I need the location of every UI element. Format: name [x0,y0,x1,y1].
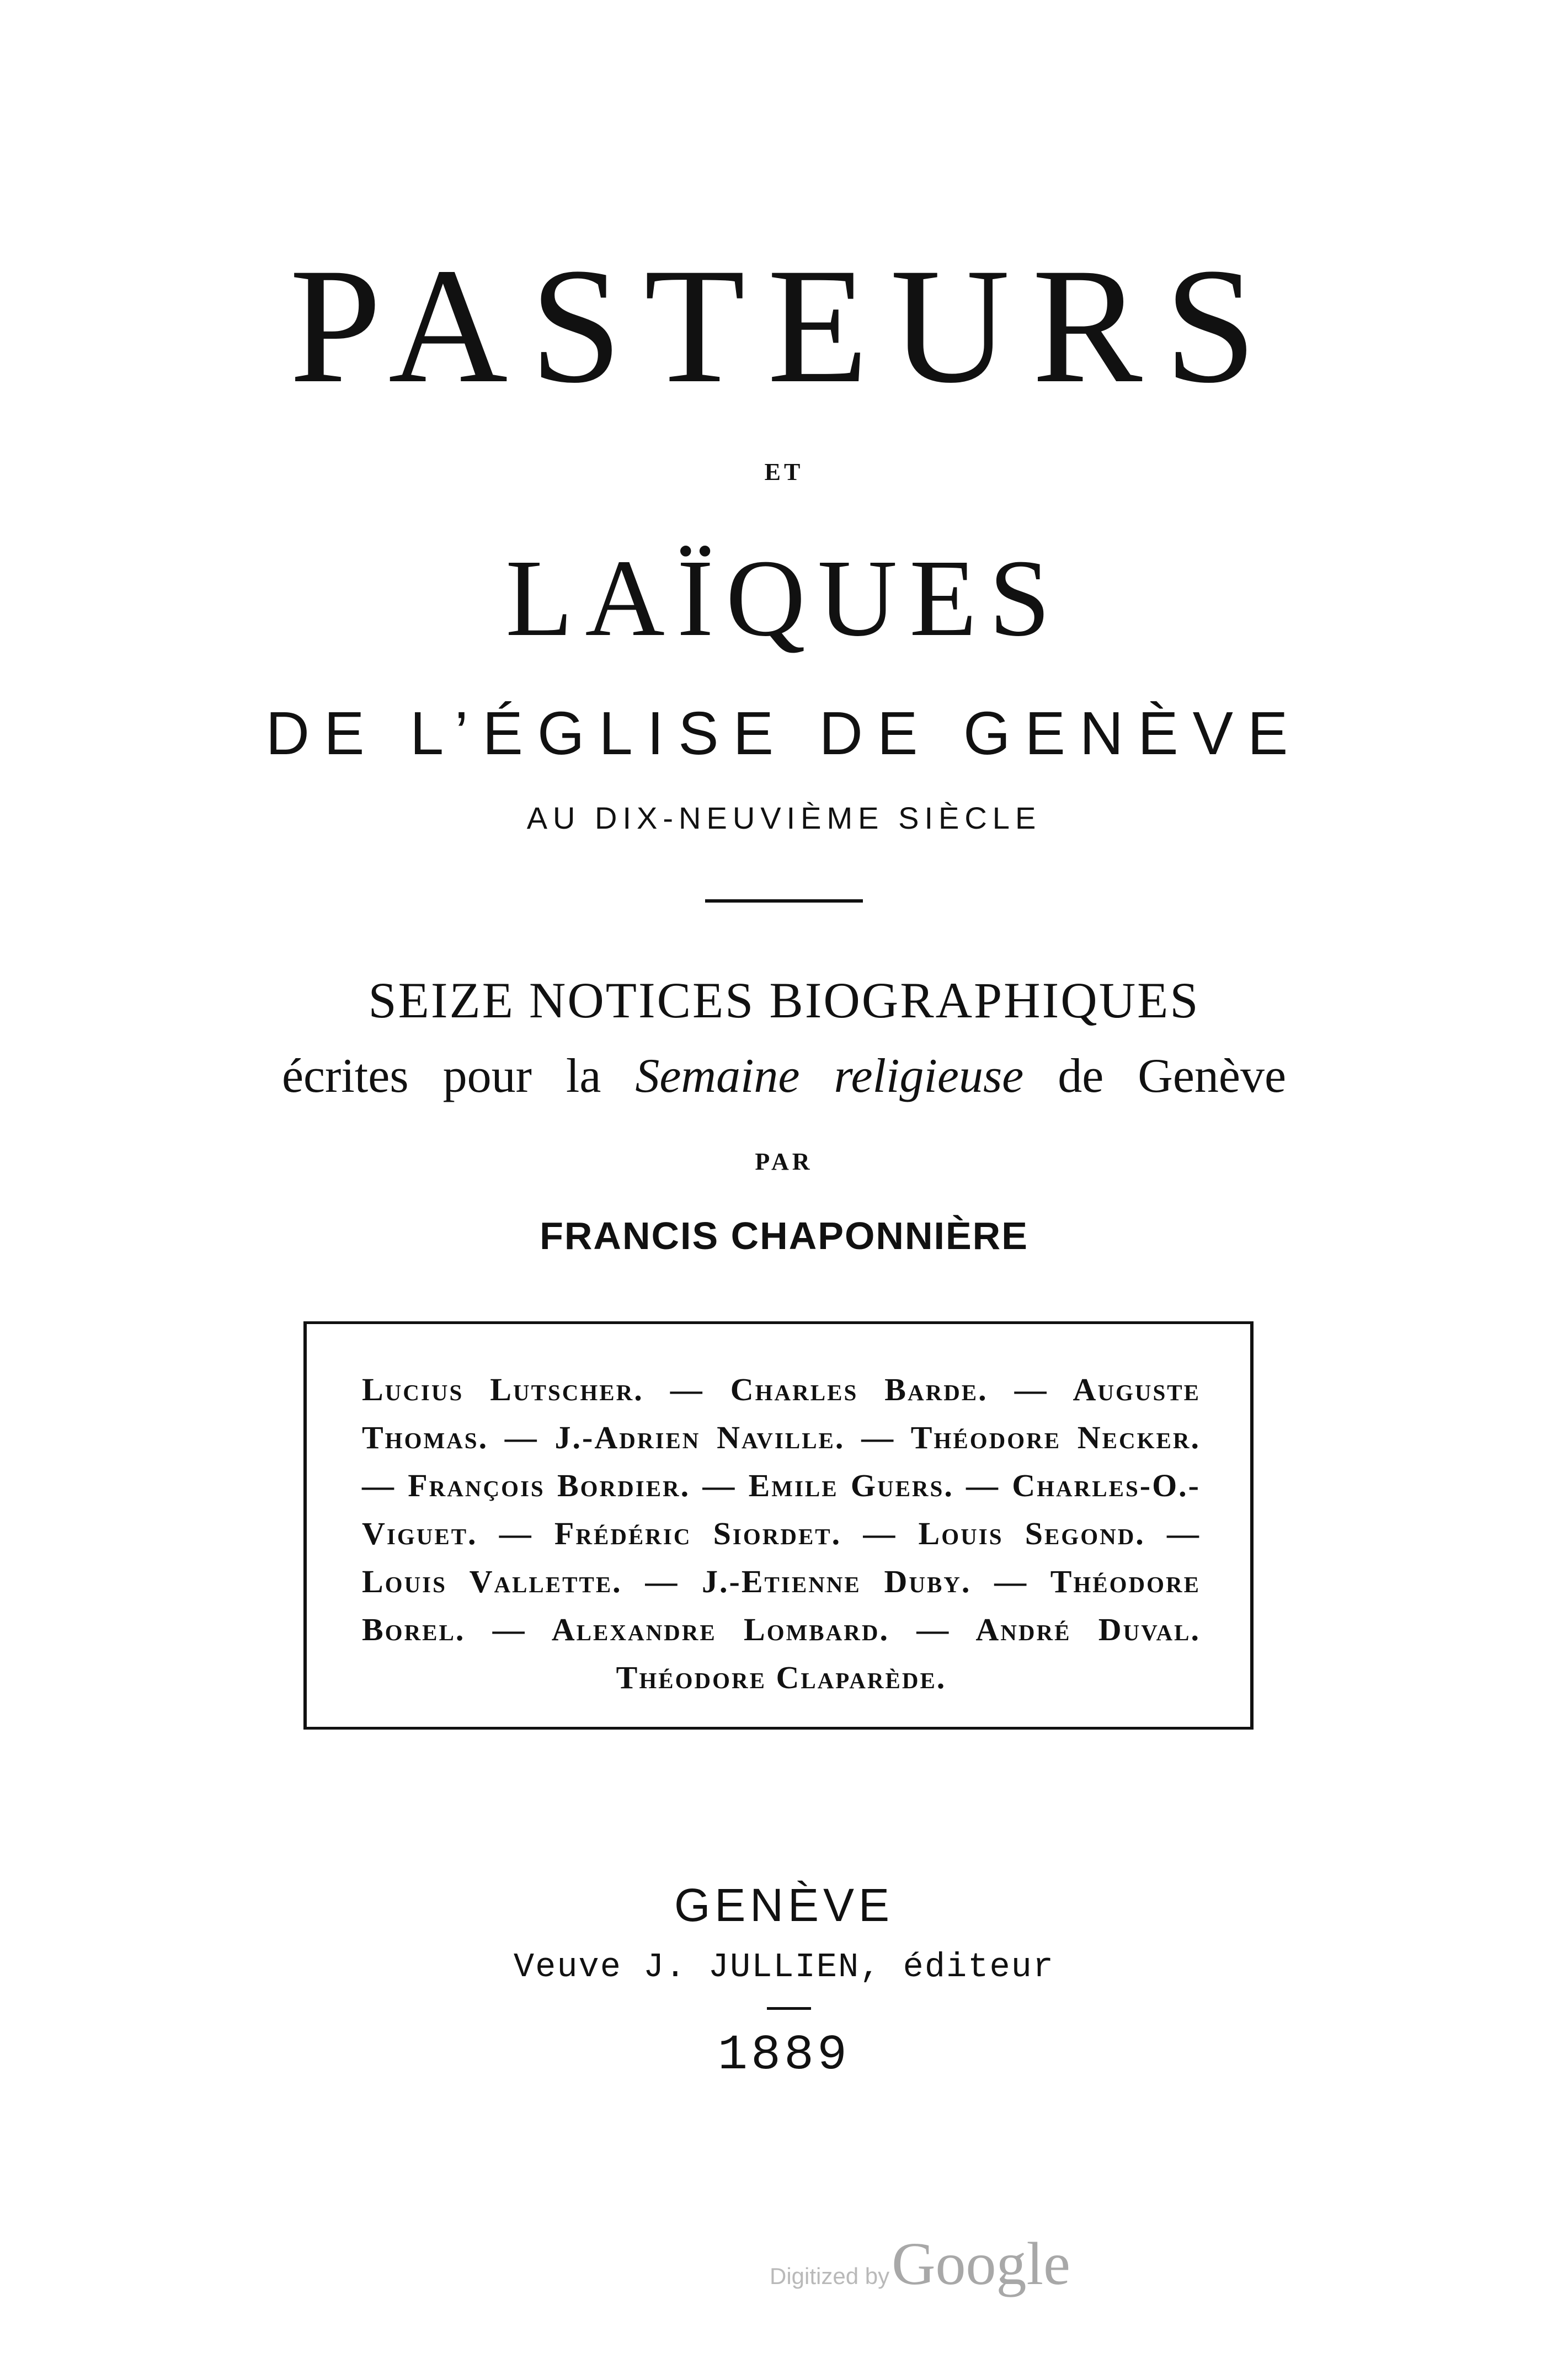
imprint-publisher: Veuve J. JULLIEN, éditeur [513,1948,1055,1987]
title-main: PASTEURS [289,234,1279,417]
watermark-prefix: Digitized by [770,2263,890,2289]
names-list: Lucius Lutscher. — Charles Barde. — Auguste Thomas. — J.-Adrien Naville. — Théodore Necker. — François Bordier. — Emile Guers. — Charles-O.-Viguet. — Frédéric Siordet. — Louis Segond. — Louis Vallette. — J.-Etienne Duby. — Théodore Borel. — Alexandre Lombard. — André Duval. Théodore Claparède. [362,1372,1201,1695]
title-connector: ET [764,458,804,485]
digitized-watermark [770,2229,1070,2299]
watermark-brand: Google [892,2230,1070,2297]
imprint-city: GENÈVE [674,1879,894,1931]
notices-heading: SEIZE NOTICES BIOGRAPHIQUES [368,972,1200,1028]
publication-name: Semaine religieuse [635,1049,1024,1103]
written-for-suffix: de Genève [1058,1049,1287,1103]
title-second: LAÏQUES [505,537,1063,659]
by-label: PAR [755,1148,813,1175]
imprint-year: 1889 [717,2027,851,2084]
author-name: FRANCIS CHAPONNIÈRE [540,1214,1028,1257]
written-for-prefix: écrites pour la [281,1049,601,1103]
subtitle-church: DE L’ÉGLISE DE GENÈVE [265,700,1303,767]
imprint-rule [767,2007,811,2010]
written-for-line [0,1048,1568,1104]
subtitle-century: AU DIX-NEUVIÈME SIÈCLE [526,801,1042,835]
names-box [303,1321,1254,1730]
divider-rule [705,899,863,903]
